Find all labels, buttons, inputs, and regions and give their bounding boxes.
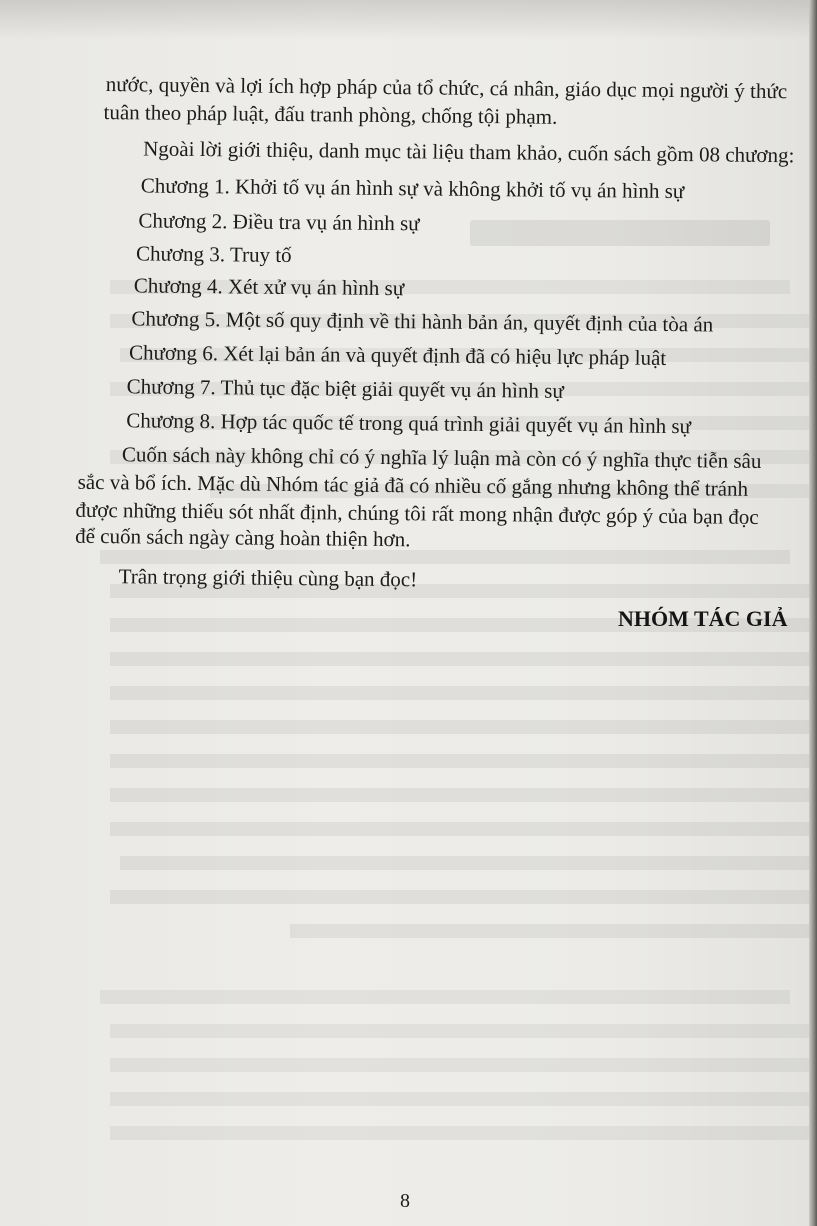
page-number: 8	[400, 1190, 410, 1212]
text-line: Cuốn sách này không chỉ có ý nghĩa lý luận mà còn có ý nghĩa thực tiễn sâu	[121, 442, 762, 473]
chapter-line: Chương 8. Hợp tác quốc tế trong quá trình giải quyết vụ án hình sự	[126, 408, 692, 439]
author-signature: NHÓM TÁC GIẢ	[618, 606, 788, 631]
chapter-line: Chương 1. Khởi tố vụ án hình sự và không khởi tố vụ án hình sự	[140, 173, 685, 204]
chapter-line: Chương 6. Xét lại bản án và quyết định đã có hiệu lực pháp luật	[128, 340, 667, 370]
chapter-line: Chương 7. Thủ tục đặc biệt giải quyết vụ án hình sự	[126, 374, 564, 403]
text-line: Trân trọng giới thiệu cùng bạn đọc!	[118, 564, 418, 592]
text-line: để cuốn sách ngày càng hoàn thiện hơn.	[75, 523, 411, 552]
text-line: tuân theo pháp luật, đấu tranh phòng, chống tội phạm.	[103, 100, 558, 129]
text-line: nước, quyền và lợi ích hợp pháp của tổ chức, cá nhân, giáo dục mọi người ý thức	[105, 72, 788, 104]
page-edge-shadow	[809, 0, 817, 1226]
text-line: sắc và bổ ích. Mặc dù Nhóm tác giả đã có nhiều cố gắng nhưng không thể tránh	[77, 469, 749, 501]
body-text	[75, 72, 800, 592]
text-line: được những thiếu sót nhất định, chúng tôi rất mong nhận được góp ý của bạn đọc	[75, 497, 759, 529]
top-shadow	[0, 0, 812, 40]
chapter-line: Chương 5. Một số quy định về thi hành bản án, quyết định của tòa án	[131, 306, 714, 337]
chapter-line: Chương 2. Điều tra vụ án hình sự	[138, 208, 420, 236]
text-line: Ngoài lời giới thiệu, danh mục tài liệu tham khảo, cuốn sách gồm 08 chương:	[143, 136, 795, 168]
chapter-line: Chương 3. Truy tố	[135, 241, 292, 268]
chapter-line: Chương 4. Xét xử vụ án hình sự	[133, 273, 405, 301]
